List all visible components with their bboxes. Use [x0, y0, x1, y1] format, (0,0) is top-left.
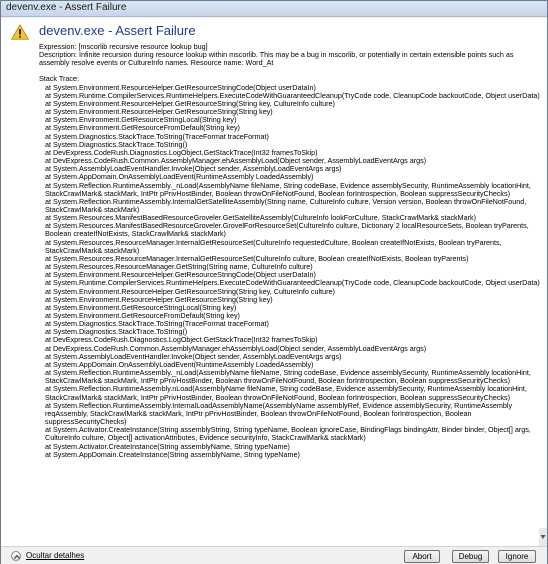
dialog-footer	[1, 546, 547, 564]
chevron-up-icon	[13, 553, 21, 561]
dialog-heading: devenv.exe - Assert Failure	[39, 23, 196, 38]
stack-trace-header: Stack Trace:	[39, 74, 79, 84]
stack-trace-line: at System.Runtime.CompilerServices.RuntimeHelpers.ExecuteCodeWithGuaranteedCleanup(TryCode code, CleanupCode backoutCode, Object userData)	[45, 90, 540, 100]
stack-trace-line: at System.Environment.GetResourceStringLocal(String key)	[45, 302, 237, 312]
stack-trace-line: at System.Environment.ResourceHelper.GetResourceStringCode(Object userDataIn)	[45, 82, 316, 92]
stack-trace-line: at System.Environment.ResourceHelper.GetResourceString(String key, CultureInfo culture)	[45, 286, 335, 296]
toggle-details-label[interactable]: Ocultar detalhes	[26, 551, 85, 560]
stack-trace-line: at System.AssemblyLoadEventHandler.Invoke(Object sender, AssemblyLoadEventArgs args)	[45, 164, 342, 174]
stack-trace-line: at System.Runtime.CompilerServices.RuntimeHelpers.ExecuteCodeWithGuaranteedCleanup(TryCode code, CleanupCode backoutCode, Object userData)	[45, 278, 540, 288]
stack-trace-line: at DevExpress.CodeRush.Common.AssemblyManager.ehAssemblyLoad(Object sender, AssemblyLoadEventArgs args)	[45, 343, 427, 353]
stack-trace-line: at DevExpress.CodeRush.Diagnostics.LogObject.GetStackTrace(Int32 framesToSkip)	[45, 335, 318, 345]
stack-trace-line: at System.Resources.ResourceManager.GetString(String name, CultureInfo culture)	[45, 262, 313, 272]
stack-trace-line: at System.Diagnostics.StackTrace.ToString()	[45, 139, 188, 149]
assert-message-text[interactable]	[39, 43, 541, 543]
stack-trace-line: at System.Diagnostics.StackTrace.ToString(TraceFormat traceFormat)	[45, 319, 269, 329]
stack-trace-line: at System.Diagnostics.StackTrace.ToString(TraceFormat traceFormat)	[45, 131, 269, 141]
window-title: devenv.exe - Assert Failure	[6, 2, 127, 13]
stack-trace-line: at System.Environment.GetResourceFromDefault(String key)	[45, 123, 240, 133]
stack-trace-line: at System.Environment.ResourceHelper.GetResourceString(String key)	[45, 107, 273, 117]
stack-trace-line: at System.Activator.CreateInstance(String assemblyName, String typeName)	[45, 441, 290, 451]
stack-trace-line: at System.Resources.ManifestBasedResourceGroveler.GetSatelliteAssembly(CultureInfo lookForCulture, StackCrawlMark& stackMark)	[45, 213, 477, 223]
stack-trace-line: at System.Activator.CreateInstance(String assemblyString, String typeName, Boolean ignoreCase, BindingFlags bindingAttr, Binder binder, Object[] args, CultureInfo culture, Object[] activationAttributes, Evidence securityInfo, StackCrawlMark& stackMark)	[45, 425, 531, 443]
stack-trace-list	[39, 84, 541, 459]
expression-text: Expression: [mscorlib recursive resource lookup bug]	[39, 43, 208, 51]
description-text: Description: Infinite recursion during resource lookup within mscorlib. This may be a bug in mscorlib, or potentially in certain extensible points such as assembly resolve events or CultureInfo names. Resource name: Word_At	[39, 50, 514, 68]
ignore-button[interactable]: Ignore	[498, 550, 536, 563]
stack-trace-line: at System.Reflection.RuntimeAssembly._nLoad(AssemblyName fileName, String codeBase, Evidence assemblySecurity, RuntimeAssembly locationHint, StackCrawlMark& stackMark, IntPtr pPrivHostBinder, Boolean throwOnFileNotFound, Boolean forIntrospection, Boolean suppressSecurityChecks)	[45, 368, 531, 386]
stack-trace-line: at System.AppDomain.CreateInstance(String assemblyName, String typeName)	[45, 449, 300, 459]
stack-trace-line: at System.Environment.ResourceHelper.GetResourceString(String key, CultureInfo culture)	[45, 98, 335, 108]
stack-trace-line: at System.Diagnostics.StackTrace.ToString()	[45, 327, 188, 337]
stack-trace-line: at System.AppDomain.OnAssemblyLoadEvent(RuntimeAssembly LoadedAssembly)	[45, 359, 314, 369]
title-bar[interactable]	[1, 1, 547, 17]
stack-trace-line: at System.Resources.ResourceManager.InternalGetResourceSet(CultureInfo requestedCulture, Boolean createIfNotExists, Boolean tryParents, StackCrawlMark& stackMark)	[45, 237, 502, 255]
stack-trace-line: at DevExpress.CodeRush.Diagnostics.LogObject.GetStackTrace(Int32 framesToSkip)	[45, 147, 318, 157]
stack-trace-line: at System.Reflection.RuntimeAssembly.InternalLoadAssemblyName(AssemblyName assemblyRef, Evidence assemblySecurity, RuntimeAssembly reqAssembly, StackCrawlMark& stackMark, IntPtr pPrivHostBinder, Boolean throwOnFileNotFound, Boolean forIntrospection, Boolean suppressSecurityChecks)	[45, 400, 513, 427]
stack-trace-line: at DevExpress.CodeRush.Common.AssemblyManager.ehAssemblyLoad(Object sender, AssemblyLoadEventArgs args)	[45, 156, 427, 166]
dialog-content	[1, 18, 547, 546]
stack-trace-line: at System.Resources.ResourceManager.InternalGetResourceSet(CultureInfo culture, Boolean createIfNotExists, Boolean tryParents)	[45, 253, 469, 263]
debug-button[interactable]: Debug	[452, 550, 489, 563]
abort-button[interactable]: Abort	[404, 550, 440, 563]
toggle-details-button[interactable]	[11, 551, 21, 561]
stack-trace-line: at System.AppDomain.OnAssemblyLoadEvent(RuntimeAssembly LoadedAssembly)	[45, 172, 314, 182]
stack-trace-line: at System.Environment.GetResourceFromDefault(String key)	[45, 311, 240, 320]
stack-trace-line: at System.Environment.GetResourceStringLocal(String key)	[45, 115, 237, 125]
spacer	[39, 67, 541, 75]
stack-trace-line: at System.AssemblyLoadEventHandler.Invoke(Object sender, AssemblyLoadEventArgs args)	[45, 351, 342, 361]
stack-trace-line: at System.Resources.ManifestBasedResourceGroveler.GrovelForResourceSet(CultureInfo culture, Dictionary`2 localResourceSets, Boolean tryParents, Boolean createIfNotExists, StackCrawlMark& stackMark)	[45, 221, 529, 239]
stack-trace-line: at System.Environment.ResourceHelper.GetResourceStringCode(Object userDataIn)	[45, 270, 316, 280]
stack-trace-line: at System.Reflection.RuntimeAssembly._nLoad(AssemblyName fileName, String codeBase, Evidence assemblySecurity, RuntimeAssembly locationHint, StackCrawlMark& stackMark, IntPtr pPrivHostBinder, Boolean throwOnFileNotFound, Boolean forIntrospection, Boolean suppressSecurityChecks)	[45, 180, 531, 198]
scrollbar-down-arrow[interactable]	[539, 528, 547, 546]
stack-trace-line: at System.Environment.ResourceHelper.GetResourceString(String key)	[45, 294, 273, 304]
stack-trace-line: at System.Reflection.RuntimeAssembly.InternalGetSatelliteAssembly(String name, CultureInfo culture, Version version, Boolean throwOnFileNotFound, StackCrawlMark& stackMark)	[45, 196, 527, 214]
stack-trace-line: at System.Reflection.RuntimeAssembly.nLoad(AssemblyName fileName, String codeBase, Evidence assemblySecurity, RuntimeAssembly locationHint, StackCrawlMark& stackMark, IntPtr pPrivHostBinder, Boolean throwOnFileNotFound, Boolean forIntrospection, Boolean suppressSecurityChecks)	[45, 384, 527, 402]
warning-icon	[11, 24, 29, 40]
